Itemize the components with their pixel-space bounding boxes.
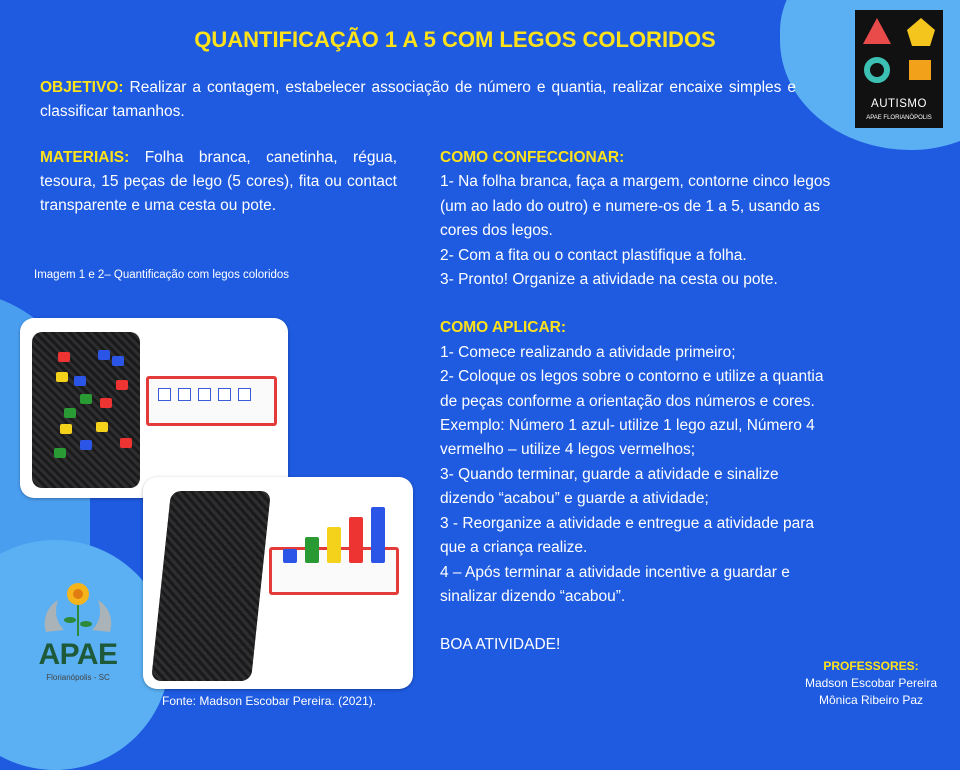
- page-title: QUANTIFICAÇÃO 1 A 5 COM LEGOS COLORIDOS: [194, 27, 716, 52]
- professor-name: Madson Escobar Pereira: [804, 676, 938, 690]
- aplicar-line: 3- Quando terminar, guarde a atividade e sinalize: [440, 465, 779, 483]
- lego-outline: [218, 388, 231, 401]
- confeccionar-line: 1- Na folha branca, faça a margem, contorne cinco legos: [440, 173, 831, 191]
- aplicar-line: sinalizar dizendo “acabou”.: [440, 587, 626, 605]
- aplicar-line: que a criança realize.: [440, 539, 588, 557]
- spacer: [440, 609, 930, 633]
- photo-activity-1: [20, 318, 288, 498]
- confeccionar-line: cores dos legos.: [440, 222, 553, 240]
- lego-brick: [112, 356, 124, 366]
- lego-brick: [74, 376, 86, 386]
- apae-logo-text: APAE: [38, 638, 118, 671]
- lego-brick: [120, 438, 132, 448]
- professor-name: Mônica Ribeiro Paz: [818, 693, 924, 707]
- aplicar-line: Exemplo: Número 1 azul- utilize 1 lego azul, Número 4: [440, 417, 815, 435]
- apae-logo: [28, 580, 128, 690]
- basket-image: [32, 332, 140, 488]
- lego-outline: [198, 388, 211, 401]
- lego-outline: [238, 388, 251, 401]
- closing-text: BOA ATIVIDADE!: [440, 636, 561, 654]
- materiais-paragraph: [40, 146, 397, 218]
- photo-activity-2: [143, 477, 413, 689]
- aplicar-line: 2- Coloque os legos sobre o contorno e utilize a quantia: [440, 368, 824, 386]
- autismo-logo-subtext: APAE FLORIANÓPOLIS: [866, 115, 932, 121]
- basket-image: [151, 491, 271, 681]
- aplicar-line: 3 - Reorganize a atividade e entregue a atividade para: [440, 514, 814, 532]
- spacer: [440, 292, 930, 316]
- source-note: Fonte: Madson Escobar Pereira. (2021).: [162, 694, 377, 708]
- confeccionar-line: 2- Com a fita ou o contact plastifique a folha.: [440, 246, 747, 264]
- lego-brick: [283, 549, 297, 563]
- lego-outline: [178, 388, 191, 401]
- aplicar-line: 4 – Após terminar a atividade incentive a guardar e: [440, 563, 790, 581]
- lego-brick: [116, 380, 128, 390]
- professors-label: PROFESSORES:: [823, 659, 919, 673]
- lego-brick: [305, 537, 319, 563]
- apae-logo-subtext: Florianópolis - SC: [46, 673, 110, 682]
- confeccionar-line: (um ao lado do outro) e numere-os de 1 a 5, usando as: [440, 197, 820, 215]
- confeccionar-label: COMO CONFECCIONAR:: [440, 149, 625, 166]
- instructions-column: [440, 146, 930, 658]
- lego-brick: [371, 507, 385, 563]
- professors-block: [786, 658, 956, 709]
- materiais-label: MATERIAIS:: [40, 149, 130, 166]
- aplicar-line: 1- Comece realizando a atividade primeiro;: [440, 343, 736, 361]
- lego-brick: [80, 440, 92, 450]
- lego-brick: [100, 398, 112, 408]
- lego-brick: [58, 352, 70, 362]
- aplicar-line: de peças conforme a orientação dos números e cores.: [440, 392, 815, 410]
- objetivo-text: Realizar a contagem, estabelecer associação de número e quantia, realizar encaixe simples e classificar tamanhos.: [40, 79, 796, 120]
- lego-brick: [54, 448, 66, 458]
- lego-outline: [158, 388, 171, 401]
- materiais-text: Folha branca, canetinha, régua, tesoura, 15 peças de lego (5 cores), fita ou contact transparente e uma cesta ou pote.: [40, 149, 397, 214]
- lego-board: [146, 376, 277, 426]
- aplicar-line: vermelho – utilize 4 legos vermelhos;: [440, 441, 696, 459]
- confeccionar-line: 3- Pronto! Organize a atividade na cesta ou pote.: [440, 271, 778, 289]
- lego-brick: [96, 422, 108, 432]
- image-caption: Imagem 1 e 2– Quantificação com legos coloridos: [34, 269, 290, 281]
- autismo-shapes-icon: [855, 10, 943, 98]
- autismo-logo-text: AUTISMO: [871, 98, 927, 110]
- objetivo-label: OBJETIVO:: [40, 79, 124, 96]
- lego-brick: [80, 394, 92, 404]
- lego-brick: [327, 527, 341, 563]
- objetivo-paragraph: [40, 76, 796, 124]
- lego-brick: [98, 350, 110, 360]
- lego-brick: [349, 517, 363, 563]
- flower-hands-icon: [28, 580, 128, 640]
- lego-brick: [56, 372, 68, 382]
- aplicar-label: COMO APLICAR:: [440, 319, 566, 337]
- lego-brick: [60, 424, 72, 434]
- lego-brick: [64, 408, 76, 418]
- aplicar-line: dizendo “acabou” e guarde a atividade;: [440, 490, 709, 508]
- autismo-logo: [855, 10, 943, 128]
